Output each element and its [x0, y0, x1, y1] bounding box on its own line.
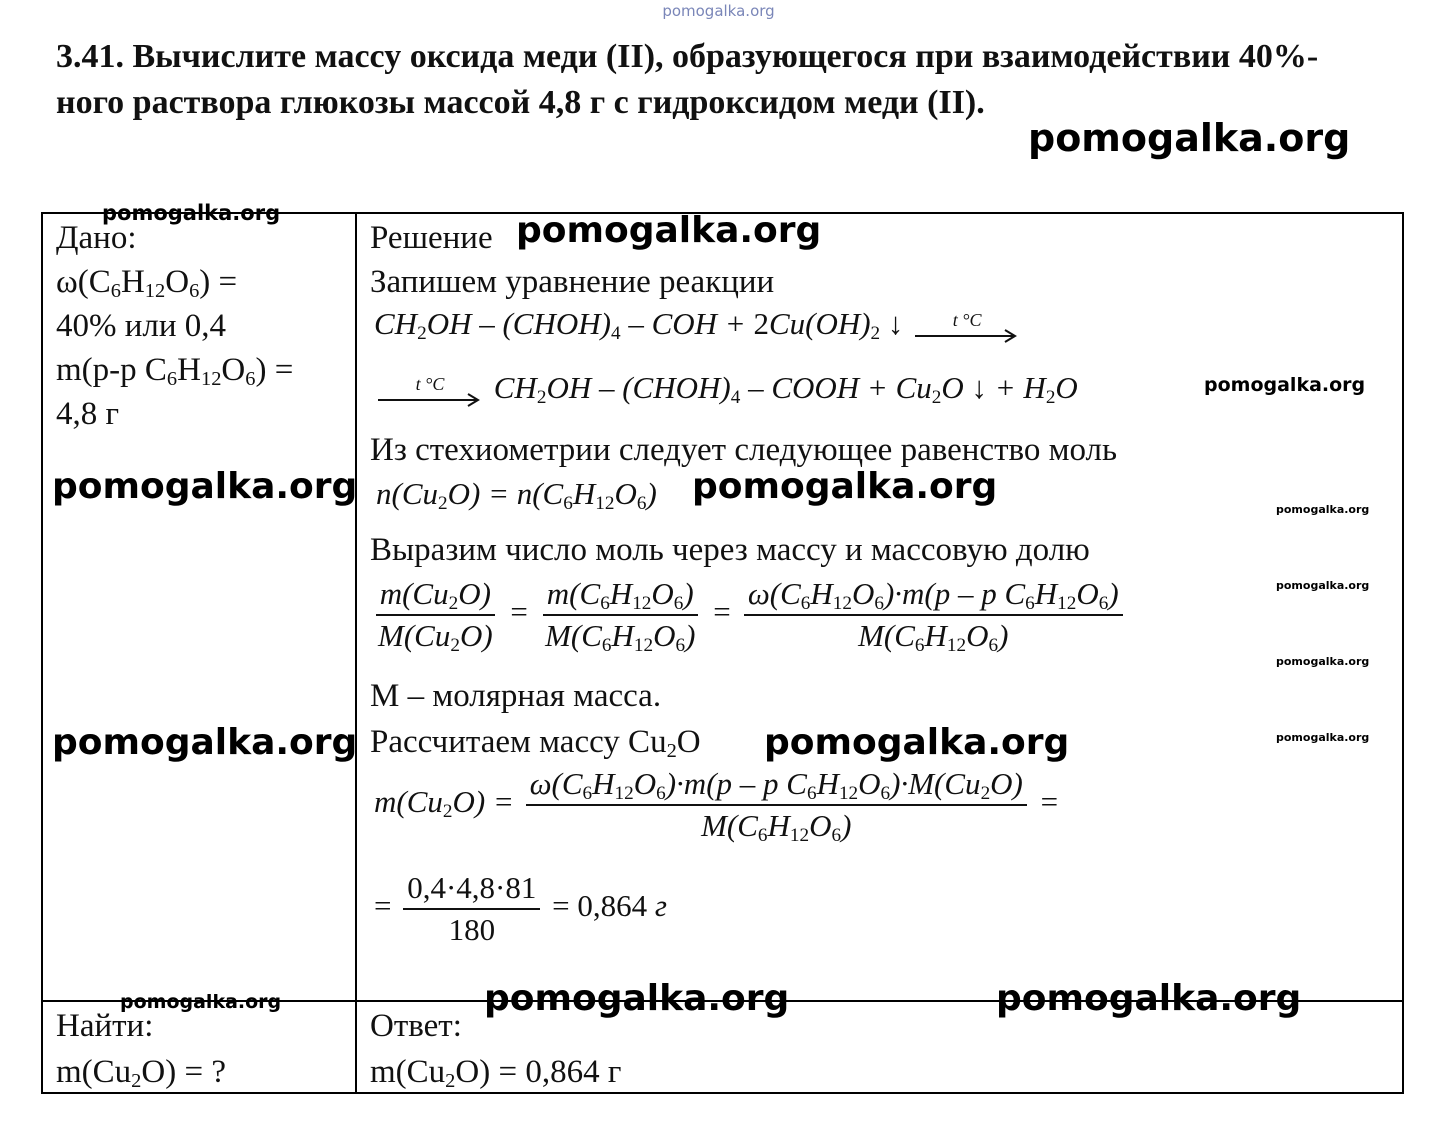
problem-title: 3.41. Вычислите массу оксида меди (II), образующегося при взаимодействии 40%-ного раствора глюкозы массой 4,8 г с гидроксидом меди (II). [56, 38, 1319, 121]
column-divider [355, 212, 357, 1093]
answer-header: Ответ: [370, 1008, 462, 1044]
solution-header: Решение [370, 220, 493, 256]
site-caption: pomogalka.org [662, 2, 775, 20]
heat-arrow: t °C [378, 375, 482, 407]
reaction-line-2: t °C $CH_2OH$ – $(CHOH)_4$ – COOH + $Cu_2O$ ↓ + $H_2O$ [374, 370, 1078, 407]
watermark: pomogalka.org [1276, 503, 1370, 516]
find-header: Найти: [56, 1008, 154, 1044]
watermark: pomogalka.org [1204, 374, 1366, 396]
given-mass: m(р-р $C_6H_{12}O_6$) = [56, 352, 294, 391]
answer-text: $m(Cu_2O) = 0,864$ г [370, 1054, 622, 1093]
reaction-line-1: $CH_2OH$ – $(CHOH)_4$ – COH + $2Cu(OH)_2$ ↓ t °C [374, 306, 1023, 343]
watermark: pomogalka.org [516, 210, 822, 251]
watermark: pomogalka.org [52, 722, 358, 763]
watermark: pomogalka.org [484, 978, 790, 1019]
watermark: pomogalka.org [52, 466, 358, 507]
solution-step-molar: M – молярная масса. [370, 678, 662, 714]
watermark: pomogalka.org [1276, 731, 1370, 744]
solution-step-express: Выразим число моль через массу и массовую долю [370, 532, 1090, 568]
watermark: pomogalka.org [120, 991, 282, 1013]
given-omega: $\omega(C_6H_{12}O_6)$ = [56, 264, 238, 303]
find-target: $m(Cu_2O)$ = ? [56, 1054, 226, 1093]
watermark: pomogalka.org [1028, 116, 1351, 160]
watermark: pomogalka.org [102, 201, 281, 225]
given-mass-value: 4,8 г [56, 396, 120, 432]
numeric-calculation: = $\frac{0,4\cdot 4,8\cdot 81}{180}$ = 0,864 г [374, 870, 667, 947]
mole-equality: $n(Cu_2O) = n(C_6H_{12}O_6)$ [376, 476, 657, 514]
solution-step-calc: Рассчитаем массу $Cu_2O$ [370, 724, 701, 763]
mass-formula: $m(Cu_2O)$ = $\frac{\omega(C_6H_{12}O_6)\cdot m(p - p C_6H_{12}O_6)\cdot M(Cu_2O)}{M(C_6H_{12}O_6)}$ = [374, 766, 1060, 846]
watermark: pomogalka.org [764, 722, 1070, 763]
solution-step-equation: Запишем уравнение реакции [370, 264, 775, 300]
solution-step-stoichiometry: Из стехиометрии следует следующее равенство моль [370, 432, 1118, 468]
watermark: pomogalka.org [1276, 579, 1370, 592]
heat-arrow: t °C [915, 311, 1019, 343]
fraction-equation: $\frac{m(Cu_2O)}{M(Cu_2O)}$ = $\frac{m(C_6H_{12}O_6)}{M(C_6H_{12}O_6)}$ = $\frac{\omega(C_6H_{12}O_6)\cdot m(p - p C_6H_{12}O_6)}{M(C_6H_{12}O_6)}$ [370, 576, 1127, 654]
watermark: pomogalka.org [692, 466, 998, 507]
given-omega-value: 40% или 0,4 [56, 308, 227, 344]
watermark: pomogalka.org [996, 978, 1302, 1019]
watermark: pomogalka.org [1276, 655, 1370, 668]
given-header: Дано: [56, 220, 137, 256]
